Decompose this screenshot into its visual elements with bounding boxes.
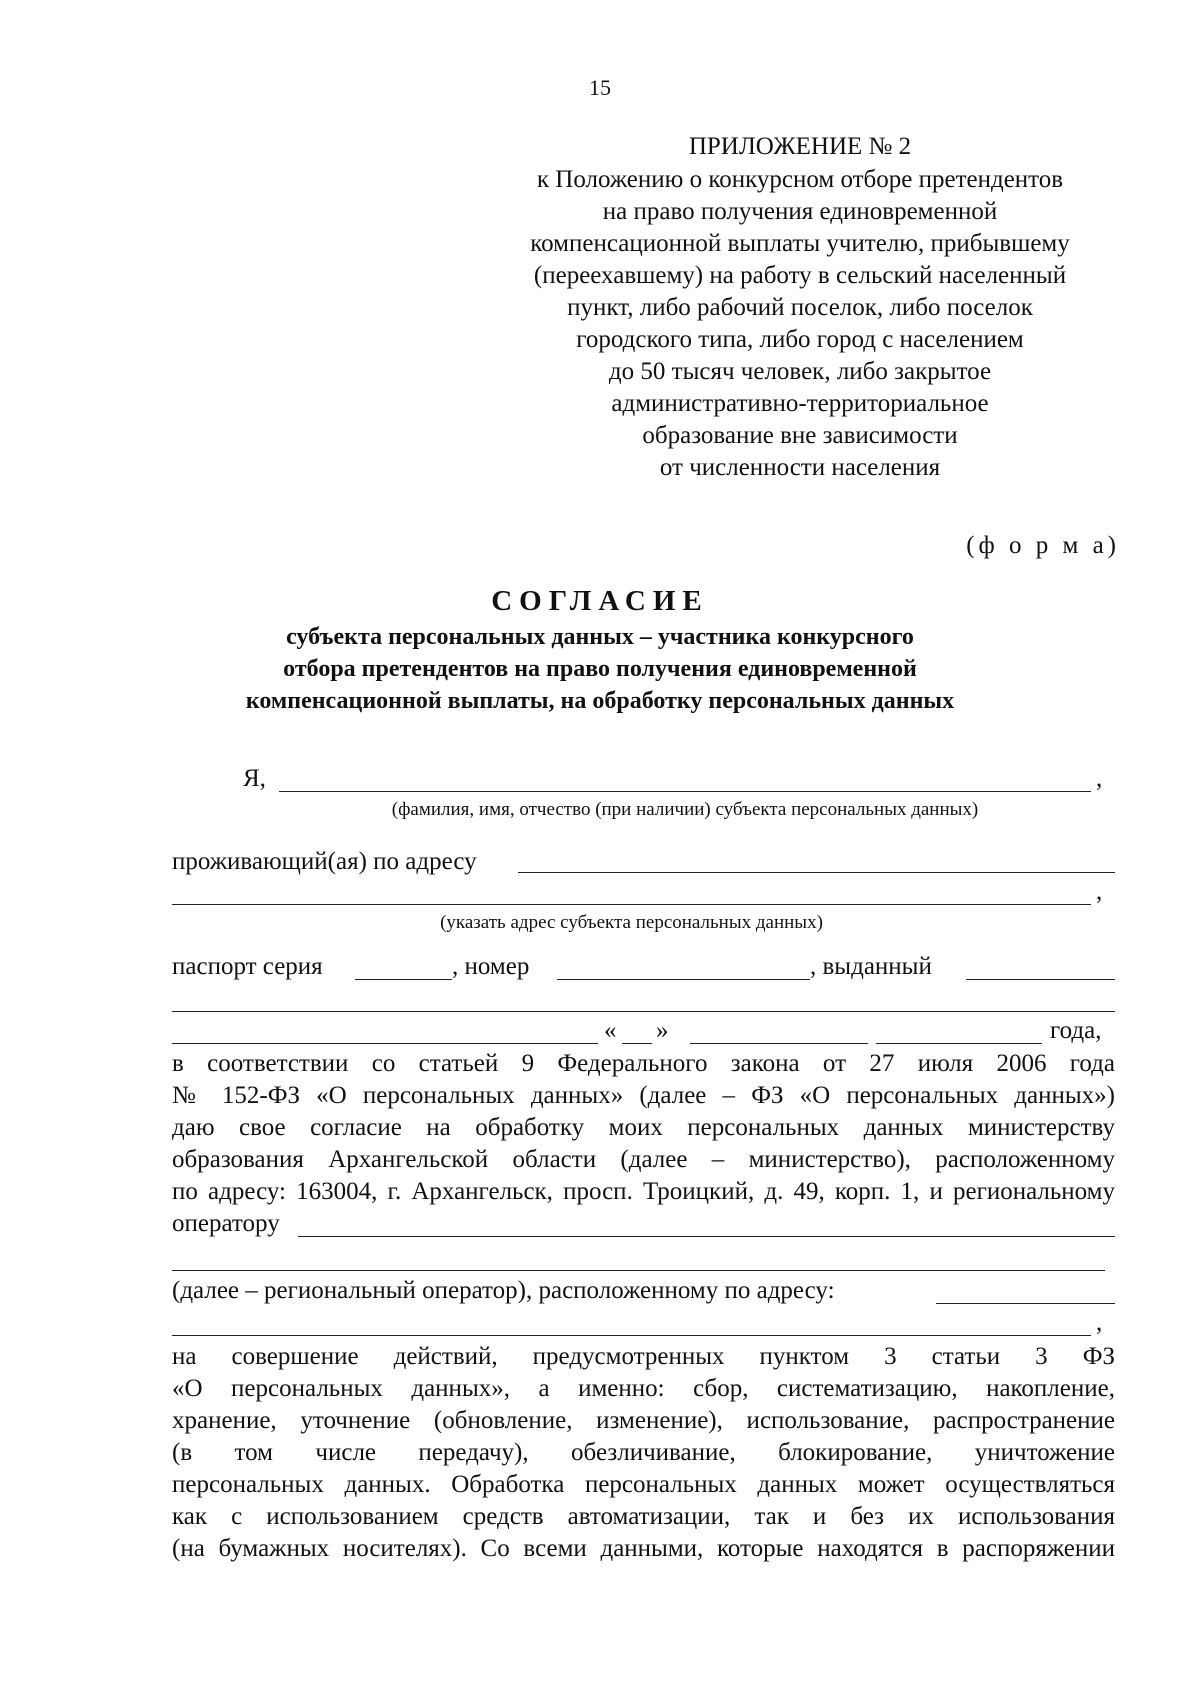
form-label: (ф о р м а) — [966, 532, 1120, 559]
year-label: года, — [1050, 1017, 1102, 1044]
passport-series-field-line — [355, 979, 452, 980]
date-day-field-line — [622, 1043, 652, 1044]
address-field-line — [518, 872, 1115, 873]
body-line: образования Архангельской области (далее – министерство), расположенному — [172, 1146, 1115, 1173]
regional-operator-label: (далее – региональный оператор), расположенному по адресу: — [172, 1277, 835, 1304]
i-label: Я, — [243, 765, 266, 792]
operator-field-line — [298, 1236, 1115, 1237]
date-year-field-line — [876, 1043, 1042, 1044]
date-quote-close: » — [656, 1017, 669, 1044]
body-line: на совершение действий, предусмотренных пунктом 3 статьи 3 ФЗ — [172, 1343, 1115, 1370]
operator-field-line-2 — [172, 1270, 1105, 1271]
comma: , — [1096, 878, 1103, 905]
appendix-line: до 50 тысяч человек, либо закрытое — [608, 358, 992, 385]
address-field-line-2 — [172, 904, 1091, 905]
body-line: персональных данных. Обработка персональных данных может осуществляться — [172, 1471, 1115, 1498]
body-line: по адресу: 163004, г. Архангельск, просп. Троицкий, д. 49, корп. 1, и региональному — [172, 1178, 1115, 1205]
appendix-line: (переехавшему) на работу в сельский населенный — [533, 262, 1067, 289]
appendix-line: от численности населения — [659, 454, 941, 481]
passport-issued-label: , выданный — [810, 953, 932, 980]
regional-operator-address-field-line — [936, 1303, 1115, 1304]
name-field-line — [279, 791, 1091, 792]
date-quote-open: « — [604, 1017, 617, 1044]
name-field-caption: (фамилия, имя, отчество (при наличии) субъекта персональных данных) — [391, 799, 979, 820]
appendix-line: образование вне зависимости — [642, 422, 958, 449]
body-line: даю свое согласие на обработку моих персональных данных министерству — [172, 1114, 1115, 1141]
document-subtitle-line: компенсационной выплаты, на обработку персональных данных — [245, 688, 955, 714]
passport-number-field-line — [557, 979, 810, 980]
body-line: (на бумажных носителях). Со всеми данными, которые находятся в распоряжении — [172, 1535, 1115, 1562]
operator-label: оператору — [172, 1210, 280, 1237]
appendix-line: административно-территориальное — [611, 390, 989, 417]
body-line: «О персональных данных», а именно: сбор, систематизацию, накопление, — [172, 1375, 1115, 1402]
page-number: 15 — [589, 75, 611, 100]
comma: , — [1096, 1309, 1103, 1336]
appendix-title: ПРИЛОЖЕНИЕ № 2 — [688, 133, 912, 160]
appendix-line: на право получения единовременной — [602, 198, 998, 225]
passport-number-label: , номер — [452, 953, 530, 980]
appendix-line: компенсационной выплаты учителю, прибывшему — [530, 230, 1070, 257]
date-month-field-line — [690, 1043, 868, 1044]
body-line: как с использованием средств автоматизации, так и без их использования — [172, 1503, 1115, 1530]
issued-by-field-line-2 — [172, 1043, 598, 1044]
address-label: проживающий(ая) по адресу — [172, 848, 477, 875]
comma: , — [1096, 765, 1103, 792]
body-line: хранение, уточнение (обновление, изменение), использование, распространение — [172, 1407, 1115, 1434]
document-subtitle-line: субъекта персональных данных – участника конкурсного — [286, 624, 914, 650]
body-line: № 152-ФЗ «О персональных данных» (далее – ФЗ «О персональных данных») — [172, 1082, 1115, 1109]
address-field-caption: (указать адрес субъекта персональных данных) — [440, 912, 823, 933]
document-title: СОГЛАСИЕ — [491, 585, 709, 617]
regional-operator-address-field-line-2 — [172, 1335, 1091, 1336]
issued-by-field-line — [172, 1011, 1115, 1012]
appendix-line: пункт, либо рабочий поселок, либо поселок — [567, 294, 1033, 321]
passport-issued-field-line — [966, 979, 1115, 980]
appendix-line: городского типа, либо город с населением — [576, 326, 1024, 353]
appendix-line: к Положению о конкурсном отборе претендентов — [536, 166, 1064, 193]
body-line: (в том числе передачу), обезличивание, блокирование, уничтожение — [172, 1439, 1115, 1466]
document-subtitle-line: отбора претендентов на право получения единовременной — [283, 656, 917, 682]
body-line: в соответствии со статьей 9 Федерального закона от 27 июля 2006 года — [172, 1050, 1115, 1077]
passport-series-label: паспорт серия — [172, 953, 323, 980]
